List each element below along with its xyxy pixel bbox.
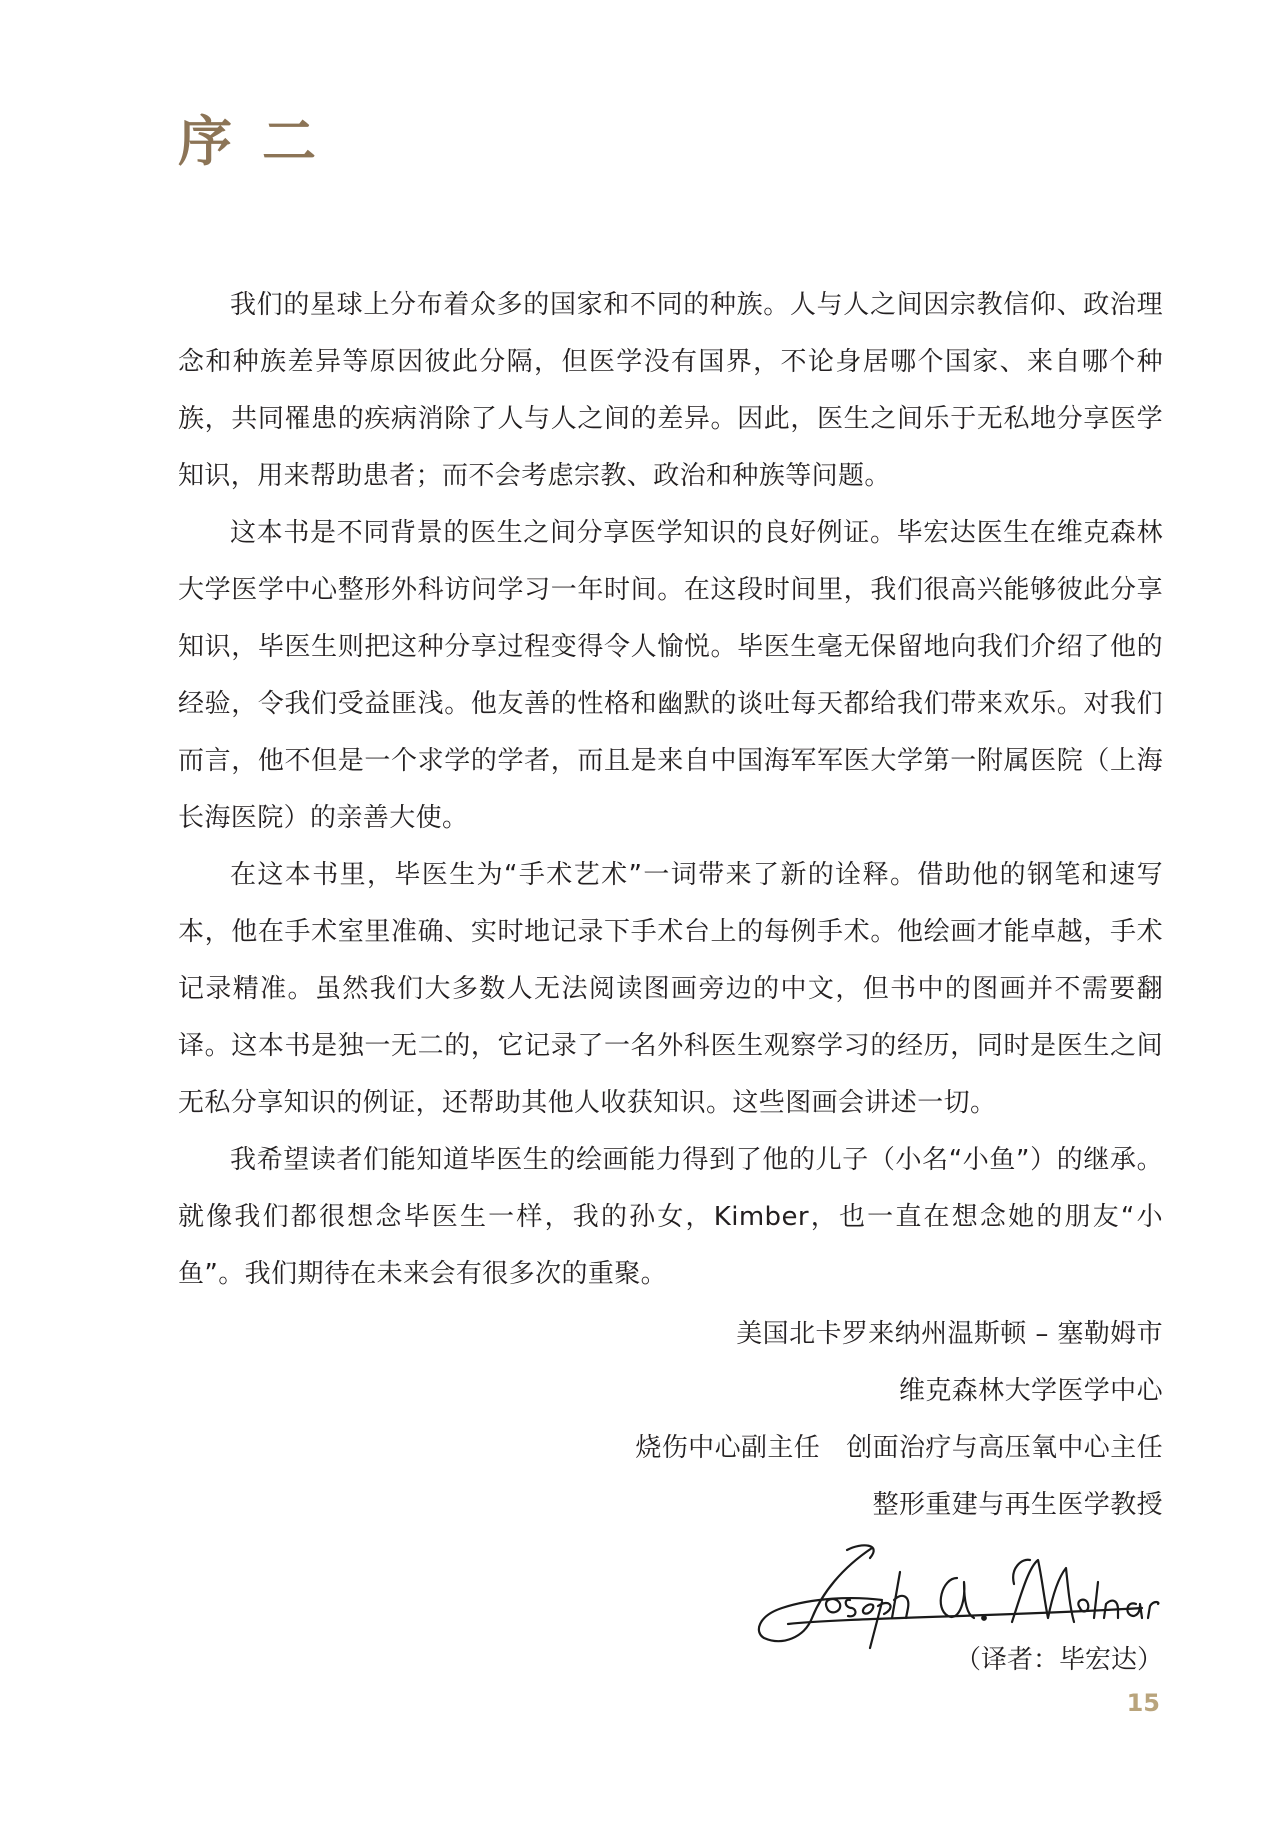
closing-title-1: 烧伤中心副主任 <box>635 1433 821 1463</box>
page-heading: 序二 <box>178 109 346 173</box>
closing-institution: 维克森林大学医学中心 <box>898 1376 1163 1406</box>
body-text <box>178 277 1163 1303</box>
closing-location: 美国北卡罗来纳州温斯顿 – 塞勒姆市 <box>736 1319 1163 1349</box>
paragraph: 这本书是不同背景的医生之间分享医学知识的良好例证。毕宏达医生在维克森林大学医学中心整形外科访问学习一年时间。在这段时间里，我们很高兴能够彼此分享知识，毕医生则把这种分享过程变得令人愉悦。毕医生毫无保留地向我们介绍了他的经验，令我们受益匪浅。他友善的性格和幽默的谈吐每天都给我们带来欢乐。对我们而言，他不但是一个求学的学者，而且是来自中国海军军医大学第一附属医院（上海长海医院）的亲善大使。 <box>178 518 1163 833</box>
paragraph: 在这本书里，毕医生为“手术艺术”一词带来了新的诠释。借助他的钢笔和速写本，他在手术室里准确、实时地记录下手术台上的每例手术。他绘画才能卓越，手术记录精准。虽然我们大多数人无法阅读图画旁边的中文，但书中的图画并不需要翻译。这本书是独一无二的，它记录了一名外科医生观察学习的经历，同时是医生之间无私分享知识的例证，还帮助其他人收获知识。这些图画会讲述一切。 <box>178 860 1163 1118</box>
page-number: 15 <box>1126 1689 1160 1717</box>
closing-block <box>635 1306 1163 1534</box>
closing-title-2: 创面治疗与高压氧中心主任 <box>846 1433 1163 1463</box>
translator-note: （译者：毕宏达） <box>954 1645 1163 1675</box>
closing-professorship: 整形重建与再生医学教授 <box>872 1490 1163 1520</box>
closing-titles <box>635 1420 1163 1477</box>
paragraph: 我们的星球上分布着众多的国家和不同的种族。人与人之间因宗教信仰、政治理念和种族差异等原因彼此分隔，但医学没有国界，不论身居哪个国家、来自哪个种族，共同罹患的疾病消除了人与人之间的差异。因此，医生之间乐于无私地分享医学知识，用来帮助患者；而不会考虑宗教、政治和种族等问题。 <box>178 290 1163 491</box>
paragraph: 我希望读者们能知道毕医生的绘画能力得到了他的儿子（小名“小鱼”）的继承。就像我们都很想念毕医生一样，我的孙女，Kimber，也一直在想念她的朋友“小鱼”。我们期待在未来会有很多次的重聚。 <box>178 1145 1163 1289</box>
